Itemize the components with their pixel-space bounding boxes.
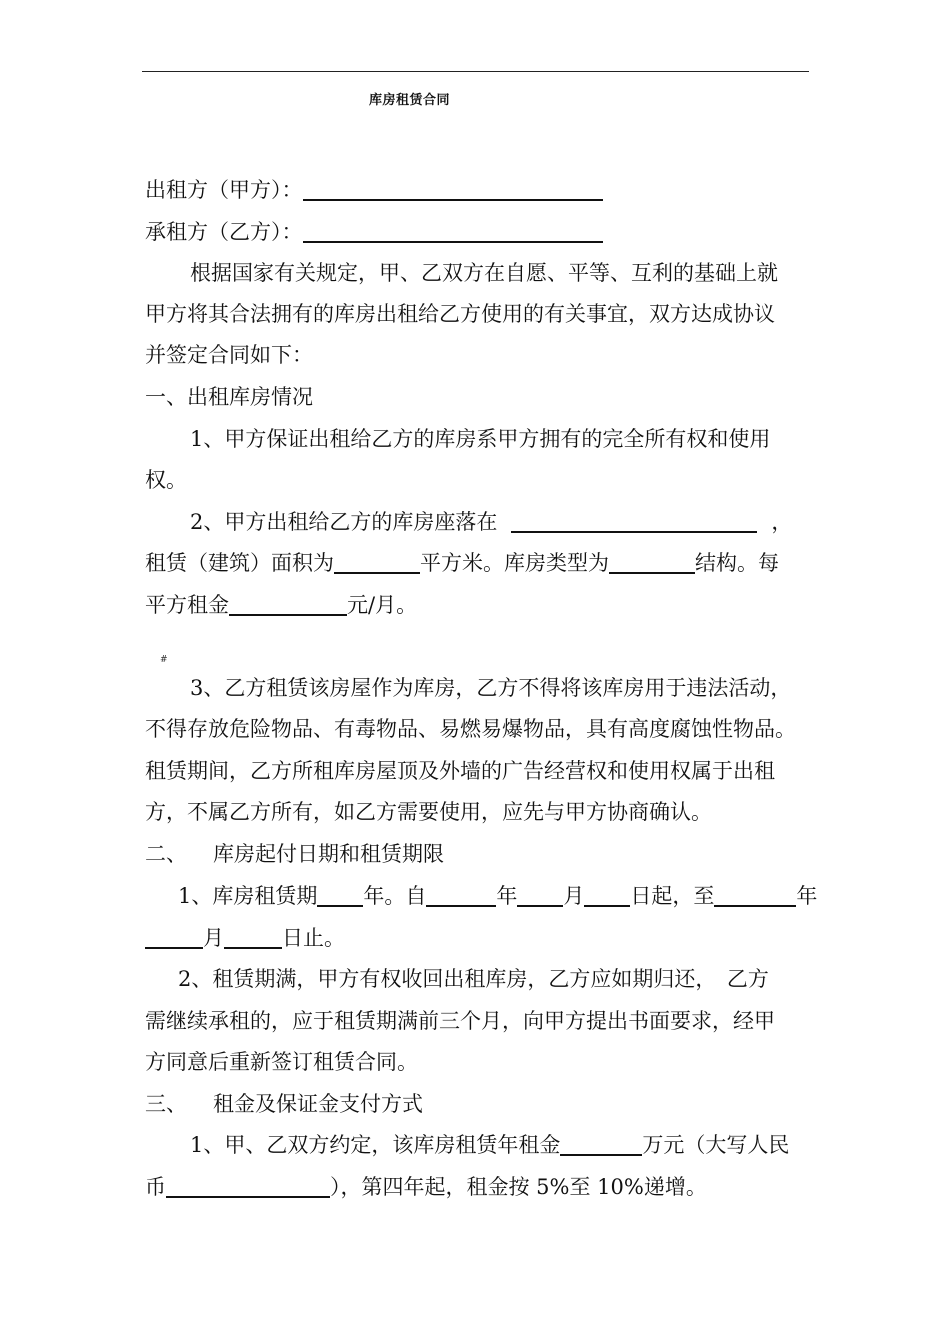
- start-year-label: 年: [496, 884, 518, 908]
- start-year-blank[interactable]: [426, 883, 496, 907]
- section3-heading: [145, 1090, 423, 1118]
- section2-item1-line1: [178, 882, 817, 910]
- location-label: 2、甲方出租给乙方的库房座落在: [190, 510, 498, 534]
- end-month-blank[interactable]: [145, 925, 203, 949]
- annual-rent-label: 1、甲、乙双方约定，该库房租赁年租金: [190, 1133, 561, 1157]
- rent-unit: 元/月。: [347, 593, 418, 617]
- lessor-blank[interactable]: [303, 177, 603, 201]
- structure-blank[interactable]: [609, 550, 695, 574]
- section3-item1-line1: [190, 1131, 789, 1159]
- rent-label: 平方租金: [145, 593, 229, 617]
- preamble-line-2: 甲方将其合法拥有的库房出租给乙方使用的有关事宜，双方达成协议: [145, 302, 775, 326]
- annual-rent-unit: 万元（大写人民: [642, 1133, 790, 1157]
- area-label: 租赁（建筑）面积为: [145, 551, 334, 575]
- location-blank[interactable]: [511, 509, 757, 533]
- lessor-line: [145, 176, 603, 204]
- section1-item1-line1: 1、甲方保证出租给乙方的库房系甲方拥有的完全所有权和使用: [190, 427, 771, 451]
- section3-heading-num: 三、: [145, 1092, 187, 1116]
- section1-item3-line1: 3、乙方租赁该房屋作为库房，乙方不得将该库房用于违法活动，: [190, 676, 792, 700]
- term-label: 1、库房租赁期: [178, 884, 318, 908]
- currency-label: 币: [145, 1175, 166, 1199]
- rent-blank[interactable]: [229, 592, 347, 616]
- section1-item3-line3: 租赁期间，乙方所租库房屋顶及外墙的广告经营权和使用权属于出租: [145, 759, 775, 783]
- start-month-label: 月: [563, 884, 585, 908]
- section2-heading-text: 库房起付日期和租赁期限: [213, 842, 444, 866]
- section3-heading-text: 租金及保证金支付方式: [213, 1092, 423, 1116]
- section1-item3-line4: 方，不属乙方所有，如乙方需要使用，应先与甲方协商确认。: [145, 800, 712, 824]
- start-day-label: 日起，至: [630, 884, 715, 908]
- document-title: 库房租赁合同: [369, 93, 451, 108]
- section1-heading: 一、出租库房情况: [145, 385, 313, 409]
- stray-mark: #: [160, 655, 168, 665]
- lessor-label: 出租方（甲方）：: [145, 178, 303, 202]
- section2-item1-line2: [145, 924, 345, 952]
- section3-item1-line2: [145, 1173, 707, 1201]
- preamble-line-1: 根据国家有关规定，甲、乙双方在自愿、平等、互利的基础上就: [190, 261, 778, 285]
- section2-item2-line3: 方同意后重新签订租赁合同。: [145, 1050, 418, 1074]
- end-day-blank[interactable]: [224, 925, 282, 949]
- lessee-blank[interactable]: [303, 219, 603, 243]
- escalation-text: ），第四年起，租金按 5%至 10%递增。: [330, 1175, 707, 1199]
- header-rule: [142, 71, 809, 72]
- area-blank[interactable]: [334, 550, 420, 574]
- term-years-blank[interactable]: [317, 883, 363, 907]
- section1-item2-line3: [145, 591, 417, 619]
- structure-label: 结构。每: [695, 551, 779, 575]
- end-month-label: 月: [203, 926, 224, 950]
- type-label: 平方米。库房类型为: [420, 551, 609, 575]
- section1-item1-line2: 权。: [145, 468, 187, 492]
- preamble-line-3: 并签定合同如下：: [145, 343, 313, 367]
- section2-item2-line1: 2、租赁期满，甲方有权收回出租库房，乙方应如期归还， 乙方: [178, 967, 769, 991]
- location-comma: ，: [771, 510, 793, 534]
- end-year-blank[interactable]: [714, 883, 796, 907]
- end-day-label: 日止。: [282, 926, 345, 950]
- section2-heading-num: 二、: [145, 842, 187, 866]
- section1-item3-line2: 不得存放危险物品、有毒物品、易燃易爆物品，具有高度腐蚀性物品。: [145, 717, 796, 741]
- section1-item2-line1: [190, 508, 792, 536]
- section2-heading: [145, 840, 444, 868]
- end-year-label: 年: [796, 884, 818, 908]
- rent-in-words-blank[interactable]: [166, 1174, 330, 1198]
- section2-item2-line2: 需继续承租的，应于租赁期满前三个月，向甲方提出书面要求，经甲: [145, 1009, 775, 1033]
- start-day-blank[interactable]: [584, 883, 630, 907]
- start-month-blank[interactable]: [517, 883, 563, 907]
- from-label: 年。自: [363, 884, 427, 908]
- lessee-line: [145, 218, 603, 246]
- section1-item2-line2: [145, 549, 779, 577]
- lessee-label: 承租方（乙方）：: [145, 220, 303, 244]
- annual-rent-blank[interactable]: [560, 1132, 642, 1156]
